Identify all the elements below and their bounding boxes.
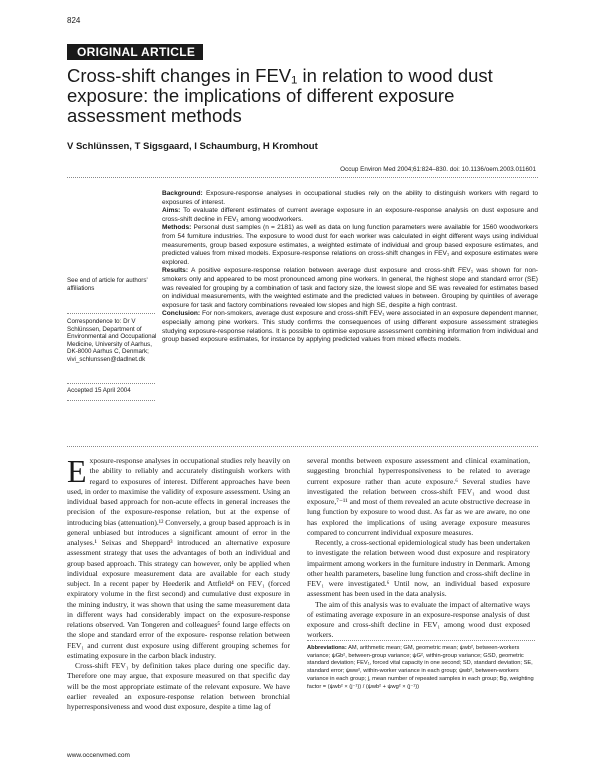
drop-cap: E — [67, 453, 87, 489]
accepted-date: Accepted 15 April 2004 — [67, 387, 131, 394]
sidebar-divider — [67, 400, 155, 401]
abstract-conclusion: For non-smokers, average dust exposure and cross-shift FEV₁ were associated in an exposure dependent manner, especially among pine workers. This study confirms the consequences of using different exposure assessment strategies studying exposure-response relations. It is possible to optimise exposure assessment combining information from individual and group based exposure estimates, for instance by applying predicted values from mixed effects models. — [162, 310, 539, 344]
sidebar-divider — [67, 383, 155, 384]
abstract-aims: To evaluate different estimates of current average exposure in an exposure-response analysis on dust exposure and cross-shift decline in FEV₁ among woodworkers. — [162, 207, 538, 223]
correspondence: Correspondence to: Dr V Schlünssen, Department of Environmental and Occupational Medicine, University of Aarhus, DK-8000 Aarhus C, Denmark; vivi_schlunssen@dadlnet.dk — [67, 318, 157, 363]
header-divider — [67, 177, 538, 178]
intro-paragraph-4: Recently, a cross-sectional epidemiological study has been undertaken to investigate the relation between wood dust exposure and respiratory impairment among workers in the furniture industry in Denmark. Among other health parameters, baseline lung function and cross-shift decline in FEV₁ were investigated.⁶ Until now, an individual based exposure assessment has been used in the data analysis. — [307, 538, 530, 599]
abstract-methods-label: Methods: — [162, 224, 192, 232]
body-column-left — [67, 453, 290, 712]
article-type-banner: ORIGINAL ARTICLE — [67, 44, 203, 60]
abbreviations-text: AM, arithmetic mean; GM, geometric mean; ψwb², between-workers variance; ψGb², between-group variance; ψG², within-group variance; GSD, geometric standard deviation; FEV₁, forced vital capacity in one second; SD, standard deviation; SE, standard error; ψww², within-worker variance in each group; ψwb², between-workers variance in each group; j, mean number of repeated samples in each group; Bg, weighting factor = (ψwb² × (j⁻¹)) / (ψwb² + ψwg² × (j⁻¹)) — [307, 645, 534, 690]
intro-paragraph-3: several months between exposure assessment and clinical examination, suggesting bronchial hyperresponsiveness to be related to average current exposure rather than acute exposure.⁶ Several studies have investigated the relation between cross-shift FEV₁ and wood dust exposure,⁷⁻¹¹ and most of them revealed an acute obstructive decrease in lung function by exposure to wood dust. As far as we are aware, no one has explored the implications of using average exposure measures compared to concurrent individual exposure measures. — [307, 456, 530, 537]
abstract-background: Exposure-response analyses in occupational studies rely on the ability to distinguish workers with regard to exposures of interest. — [162, 190, 538, 206]
abstract-results-label: Results: — [162, 267, 189, 275]
intro-paragraph-2: Cross-shift FEV₁ by definition takes place during one specific day. Therefore one may argue, that exposure measured on that specific day will be the most appropriate estimate of the relevant exposure. We have earlier revealed an exposure-response relation between bronchial hyperresponsiveness and wood dust exposure, despite a time lag of — [67, 661, 290, 711]
intro-paragraph-1: xposure-response analyses in occupational studies rely heavily on the ability to reliably and accurately distinguish workers with regard to exposures of interest. Different approaches have been used, in order to maximise the validity of exposure assessment. Using an individual based approach for non-acute effects in general increases the precision of the exposure-response relation, but at the expense of introducing bias (attenuation).¹² Conversely, a group based approach is in general unbiased but introduces a significant amount of error in the analyses.¹ Seixas and Sheppard³ introduced an alternative exposure assessment strategy that uses the advantages of both an individual and group based approach. This strategy can however, only be applied when individual exposure measurement data are available for each study subject. In a recent paper by Heederik and Attfield⁴ on FEV₁ (forced expiratory volume in the first second) and cumulative dust exposure in the mining industry, it was shown that using the same measurement data in different ways had considerably impact on the exposure-response relations observed. Van Tongeren and colleagues⁵ found large effects on the slope and standard error of the exposure- response relation between FEV₁ and current dust exposure using different grouping schemes for estimating exposure in the carbon black industry. — [67, 456, 290, 660]
abbreviations-box — [307, 640, 535, 691]
abstract-aims-label: Aims: — [162, 207, 181, 215]
body-column-right — [307, 456, 530, 641]
abstract-divider — [67, 446, 538, 447]
intro-paragraph-5: The aim of this analysis was to evaluate the impact of alternative ways of estimating average exposure in an exposure-response analysis of dust exposure and cross-shift decline in FEV₁ among wood dust exposed workers. — [307, 599, 530, 640]
citation-line: Occup Environ Med 2004;61:824–830. doi: 10.1136/oem.2003.011601 — [340, 166, 536, 173]
abbreviations-label: Abbreviations: — [307, 645, 347, 651]
abstract-methods: Personal dust samples (n = 2181) as well as data on lung function parameters were available for 1560 woodworkers from 54 furniture industries. The exposure to wood dust for each worker was calculated in eight different ways using individual measurements, group based exposure estimates, a weighted estimate of individual and group based exposure estimates, and predicted values from mixed models. Exposure-response relations on cross-shift changes in FEV₁ and exposure estimates were explored. — [162, 224, 538, 266]
article-title: Cross-shift changes in FEV₁ in relation to wood dust exposure: the implications of different exposure assessment methods — [67, 65, 493, 126]
abstract-background-label: Background: — [162, 190, 203, 197]
affiliations-note: See end of article for authors' affiliations — [67, 277, 148, 292]
abstract — [162, 190, 538, 345]
page-number: 824 — [67, 16, 81, 25]
sidebar-divider — [67, 313, 155, 314]
abstract-conclusion-label: Conclusion: — [162, 310, 201, 318]
author-list: V Schlünssen, T Sigsgaard, I Schaumburg, H Kromhout — [67, 141, 318, 152]
footer-url[interactable]: www.occenvmed.com — [67, 752, 130, 759]
abstract-results: A positive exposure-response relation between average dust exposure and cross-shift FEV₁ was shown for non-smokers only and appeared to be most pronounced among pine workers. In general, the highest slope and standard error (SE) was revealed for grouping by a combination of task and factory size, the lowest slope and SE was revealed for estimates based on individual measurements, with the weighted estimate and the predicted values in between. Grouping by quintiles of average exposure for task and factory combinations revealed low slopes and high SE, despite a high contrast. — [162, 267, 539, 309]
